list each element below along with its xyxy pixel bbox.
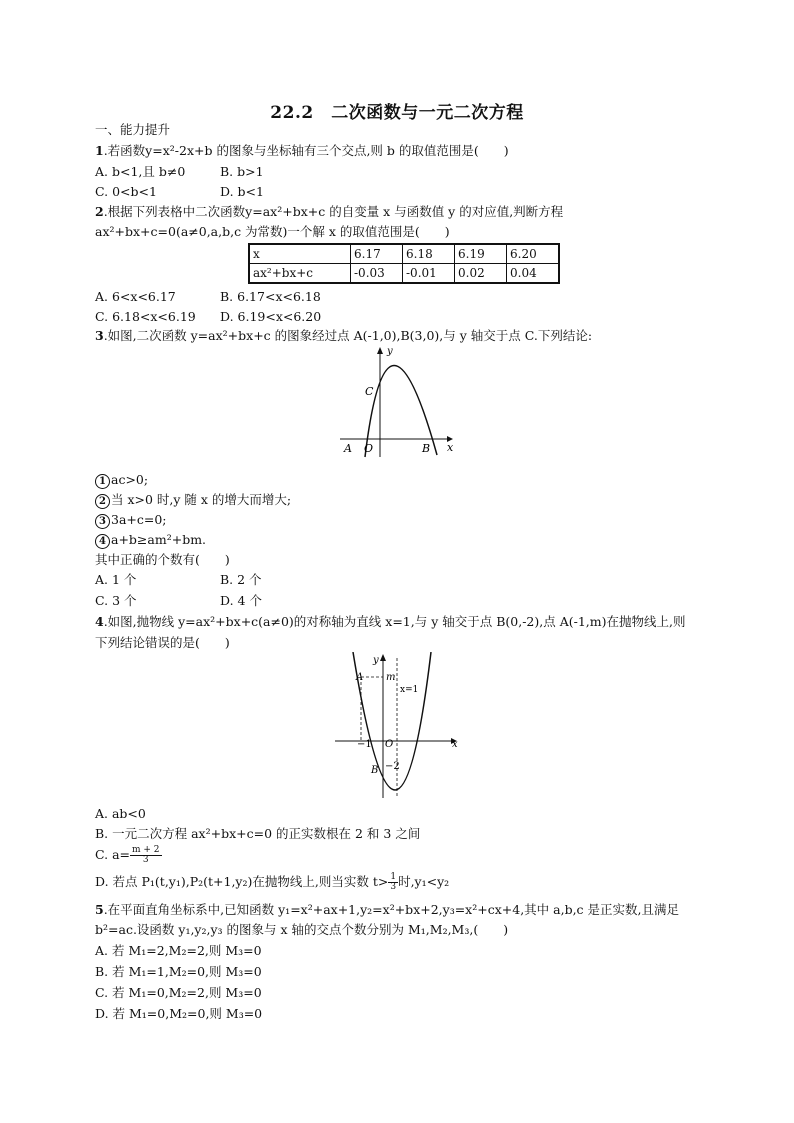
origin-label: O: [364, 442, 374, 455]
table-cell: 0.02: [455, 264, 507, 284]
q5-option-c: C. 若 M₁=0,M₂=2,则 M₃=0: [95, 985, 262, 1000]
q5-option-d: D. 若 M₁=0,M₂=0,则 M₃=0: [95, 1006, 263, 1021]
table-cell: 0.04: [507, 264, 560, 284]
q3-statement-2: 2 当 x>0 时,y 随 x 的增大而增大;: [95, 491, 291, 509]
statement-number-3: 3: [95, 514, 110, 529]
question-5-stem-line2: b²=ac.设函数 y₁,y₂,y₃ 的图象与 x 轴的交点个数分别为 M₁,M₂,M₃,( ): [95, 922, 509, 937]
value-table: [248, 243, 560, 284]
question-1-stem: 1.若函数y=x²-2x+b 的图象与坐标轴有三个交点,则 b 的取值范围是( ): [95, 143, 509, 158]
q4-option-b: B. 一元二次方程 ax²+bx+c=0 的正实数根在 2 和 3 之间: [95, 826, 421, 841]
table-cell: -0.01: [403, 264, 455, 284]
parabola-figure-q4: [333, 652, 463, 800]
question-number: 2: [95, 204, 104, 219]
q3-option-a: A. 1 个: [95, 572, 137, 587]
point-b-label: B: [371, 765, 379, 776]
q4-option-c: C. a= $\frac{m + 2}{3}$: [95, 845, 160, 865]
point-b-label: B: [422, 442, 431, 455]
point-c-label: C: [365, 385, 374, 398]
point-a-label: A: [356, 672, 364, 683]
x-axis-label: x: [447, 441, 454, 454]
table-cell: -0.03: [351, 264, 403, 284]
question-3-stem: 3.如图,二次函数 y=ax²+bx+c 的图象经过点 A(-1,0),B(3,0),与 y 轴交于点 C.下列结论:: [95, 328, 593, 343]
q2-option-b: B. 6.17<x<6.18: [220, 289, 321, 304]
statement-number-2: 2: [95, 494, 110, 509]
q2-option-d: D. 6.19<x<6.20: [220, 309, 322, 324]
m-value-label: m: [386, 672, 396, 683]
table-cell: 6.18: [403, 244, 455, 264]
q1-option-c: C. 0<b<1: [95, 184, 157, 199]
q1-option-a: A. b<1,且 b≠0: [95, 164, 186, 179]
q4-option-d: D. 若点 P₁(t,y₁),P₂(t+1,y₂)在抛物线上,则当实数 t> $\frac{1}{3}$ 时,y₁<y₂: [95, 872, 450, 892]
q4-option-a: A. ab<0: [95, 806, 146, 821]
tick-label-neg1: −1: [357, 739, 372, 750]
q3-option-b: B. 2 个: [220, 572, 262, 587]
section-heading: 一、能力提升: [95, 122, 171, 137]
q3-question: 其中正确的个数有( ): [95, 552, 230, 567]
y-axis-label: y: [387, 346, 393, 357]
table-row: [249, 244, 559, 264]
parabola-figure-q3: [335, 345, 460, 463]
origin-label: O: [385, 739, 394, 750]
table-cell: x: [249, 244, 351, 264]
symmetry-axis-label: x=1: [400, 685, 419, 695]
table-cell: 6.19: [455, 244, 507, 264]
question-number: 3: [95, 328, 104, 343]
y-axis-label: y: [373, 655, 379, 666]
q2-option-a: A. 6<x<6.17: [95, 289, 176, 304]
point-a-label: A: [344, 442, 352, 455]
table-cell: ax²+bx+c: [249, 264, 351, 284]
question-4-stem-line2: 下列结论错误的是( ): [95, 635, 230, 650]
q1-option-d: D. b<1: [220, 184, 264, 199]
fraction: $\frac{1}{3}$: [390, 872, 397, 892]
q3-statement-1: 1 ac>0;: [95, 471, 148, 489]
question-number: 1: [95, 143, 104, 158]
y-axis-arrow: [380, 654, 386, 661]
fraction: $\frac{m + 2}{3}$: [132, 845, 160, 865]
question-2-stem-line2: ax²+bx+c=0(a≠0,a,b,c 为常数)一个解 x 的取值范围是( ): [95, 224, 450, 239]
q5-option-a: A. 若 M₁=2,M₂=2,则 M₃=0: [95, 943, 262, 958]
q5-option-b: B. 若 M₁=1,M₂=0,则 M₃=0: [95, 964, 262, 979]
q3-statement-3: 3 3a+c=0;: [95, 511, 167, 529]
y-axis-arrow: [377, 347, 383, 354]
question-5-stem-line1: 5.在平面直角坐标系中,已知函数 y₁=x²+ax+1,y₂=x²+bx+2,y₃=x²+cx+4,其中 a,b,c 是正实数,且满足: [95, 902, 679, 917]
table-cell: 6.17: [351, 244, 403, 264]
q2-option-c: C. 6.18<x<6.19: [95, 309, 196, 324]
q1-option-b: B. b>1: [220, 164, 264, 179]
question-2-stem-line1: 2.根据下列表格中二次函数y=ax²+bx+c 的自变量 x 与函数值 y 的对应值,判断方程: [95, 204, 564, 219]
statement-number-1: 1: [95, 474, 110, 489]
statement-number-4: 4: [95, 534, 110, 549]
x-axis-label: x: [452, 739, 458, 750]
question-4-stem-line1: 4.如图,抛物线 y=ax²+bx+c(a≠0)的对称轴为直线 x=1,与 y 轴交于点 B(0,-2),点 A(-1,m)在抛物线上,则: [95, 614, 686, 629]
page-title: 22.2 二次函数与一元二次方程: [270, 103, 524, 123]
question-number: 5: [95, 902, 104, 917]
tick-label-neg2: −2: [385, 761, 400, 772]
table-cell: 6.20: [507, 244, 560, 264]
q3-statement-4: 4 a+b≥am²+bm.: [95, 531, 206, 549]
question-number: 4: [95, 614, 104, 629]
q3-option-c: C. 3 个: [95, 593, 137, 608]
q3-option-d: D. 4 个: [220, 593, 262, 608]
table-row: [249, 264, 559, 284]
